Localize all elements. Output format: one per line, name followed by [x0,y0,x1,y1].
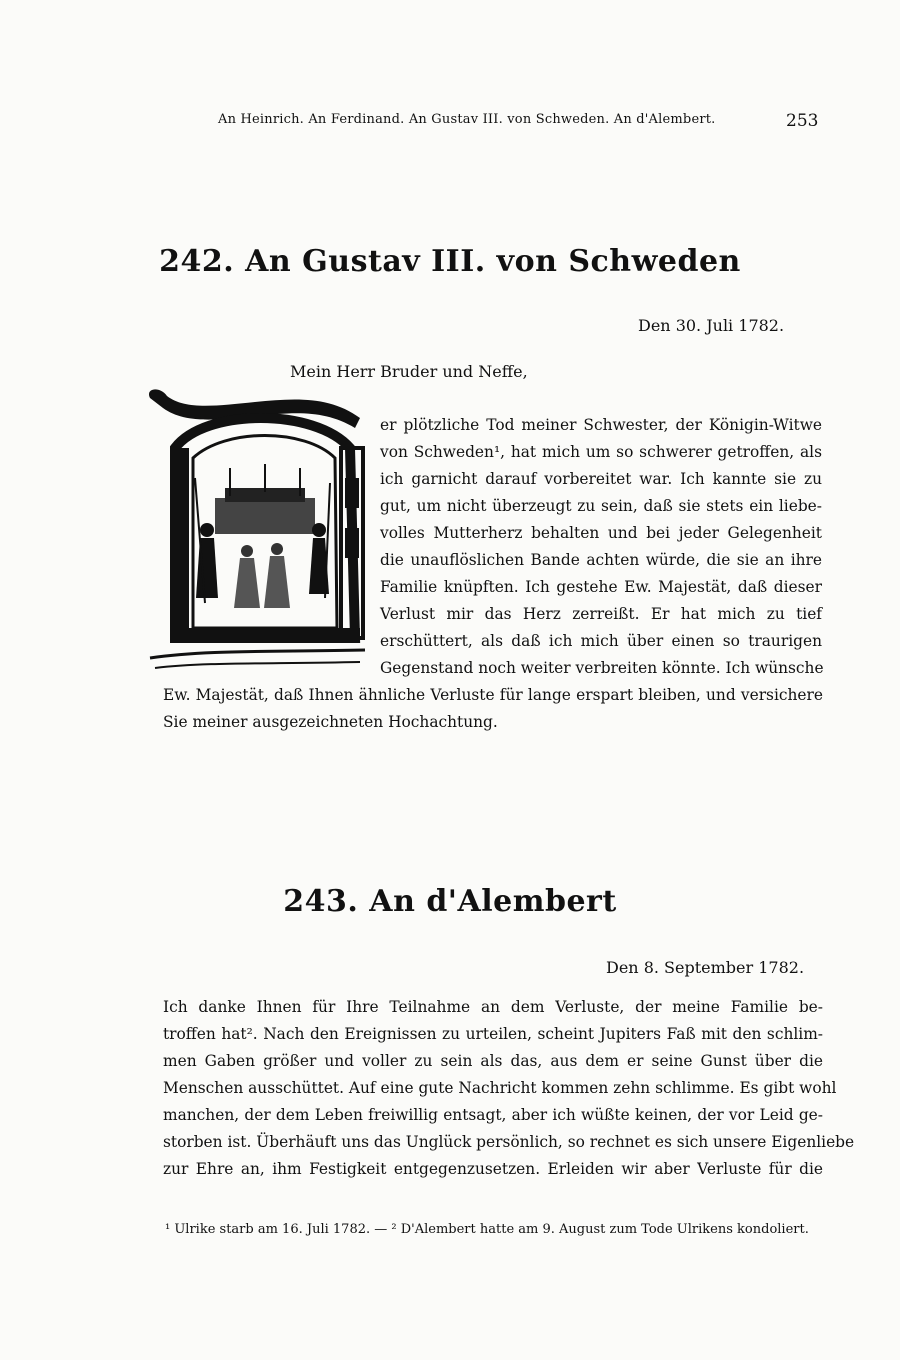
footnotes: ¹ Ulrike starb am 16. Juli 1782. — ² D'Alembert hatte am 9. August zum Tode Ulrikens kondoliert. [165,1222,809,1237]
letter-242-body-full [163,682,823,736]
running-header: An Heinrich. An Ferdinand. An Gustav III. von Schweden. An d'Alembert. [218,112,716,127]
text-line: men Gaben größer und voller zu sein als das, aus dem er seine Gunst über die [163,1052,823,1070]
text-line: erschüttert, als daß ich mich über einen so traurigen [380,632,822,650]
text-line: Ich danke Ihnen für Ihre Teilnahme an dem Verluste, der meine Familie be- [163,998,823,1016]
text-line: storben ist. Überhäuft uns das Unglück persönlich, so rechnet es sich unsere Eigenliebe [163,1133,855,1151]
page-number: 253 [786,111,819,131]
text-line: Verlust mir das Herz zerreißt. Er hat mich zu tief [380,605,822,623]
text-line: Sie meiner ausgezeichneten Hochachtung. [163,713,498,731]
text-line: troffen hat². Nach den Ereignissen zu urteilen, scheint Jupiters Faß mit den schlim- [163,1025,823,1043]
text-line: volles Mutterherz behalten und bei jeder Gelegenheit [380,524,822,542]
letter-242-salutation: Mein Herr Bruder und Neffe, [290,362,528,381]
text-line: die unauflöslichen Bande achten würde, die sie an ihre [380,551,822,569]
letter-243-date: Den 8. September 1782. [606,958,805,977]
letter-243-title: 243. An d'Alembert [283,884,617,919]
text-line: gut, um nicht überzeugt zu sein, daß sie stets ein liebe- [380,497,822,515]
text-line: Menschen ausschüttet. Auf eine gute Nachricht kommen zehn schlimme. Es gibt wohl [163,1079,837,1097]
dropcap-illustration [145,388,370,678]
letter-242-body-wrapped [380,412,822,682]
text-line: Ew. Majestät, daß Ihnen ähnliche Verluste für lange erspart bleiben, und versichere [163,686,823,704]
text-line: Familie knüpften. Ich gestehe Ew. Majestät, daß dieser [380,578,822,596]
text-line: Gegenstand noch weiter verbreiten könnte. Ich wünsche [380,659,824,677]
text-line: zur Ehre an, ihm Festigkeit entgegenzusetzen. Erleiden wir aber Verluste für die [163,1160,823,1178]
text-line: er plötzliche Tod meiner Schwester, der Königin-Witwe [380,416,822,434]
letter-243-body [163,994,855,1183]
letter-242-title: 242. An Gustav III. von Schweden [159,244,741,279]
text-line: ich garnicht darauf vorbereitet war. Ich kannte sie zu [380,470,822,488]
text-line: manchen, der dem Leben freiwillig entsagt, aber ich wüßte keinen, der vor Leid ge- [163,1106,823,1124]
text-line: von Schweden¹, hat mich um so schwerer getroffen, als [380,443,822,461]
letter-242-date: Den 30. Juli 1782. [638,316,785,335]
dropcap-D-engraving-icon [145,388,370,678]
